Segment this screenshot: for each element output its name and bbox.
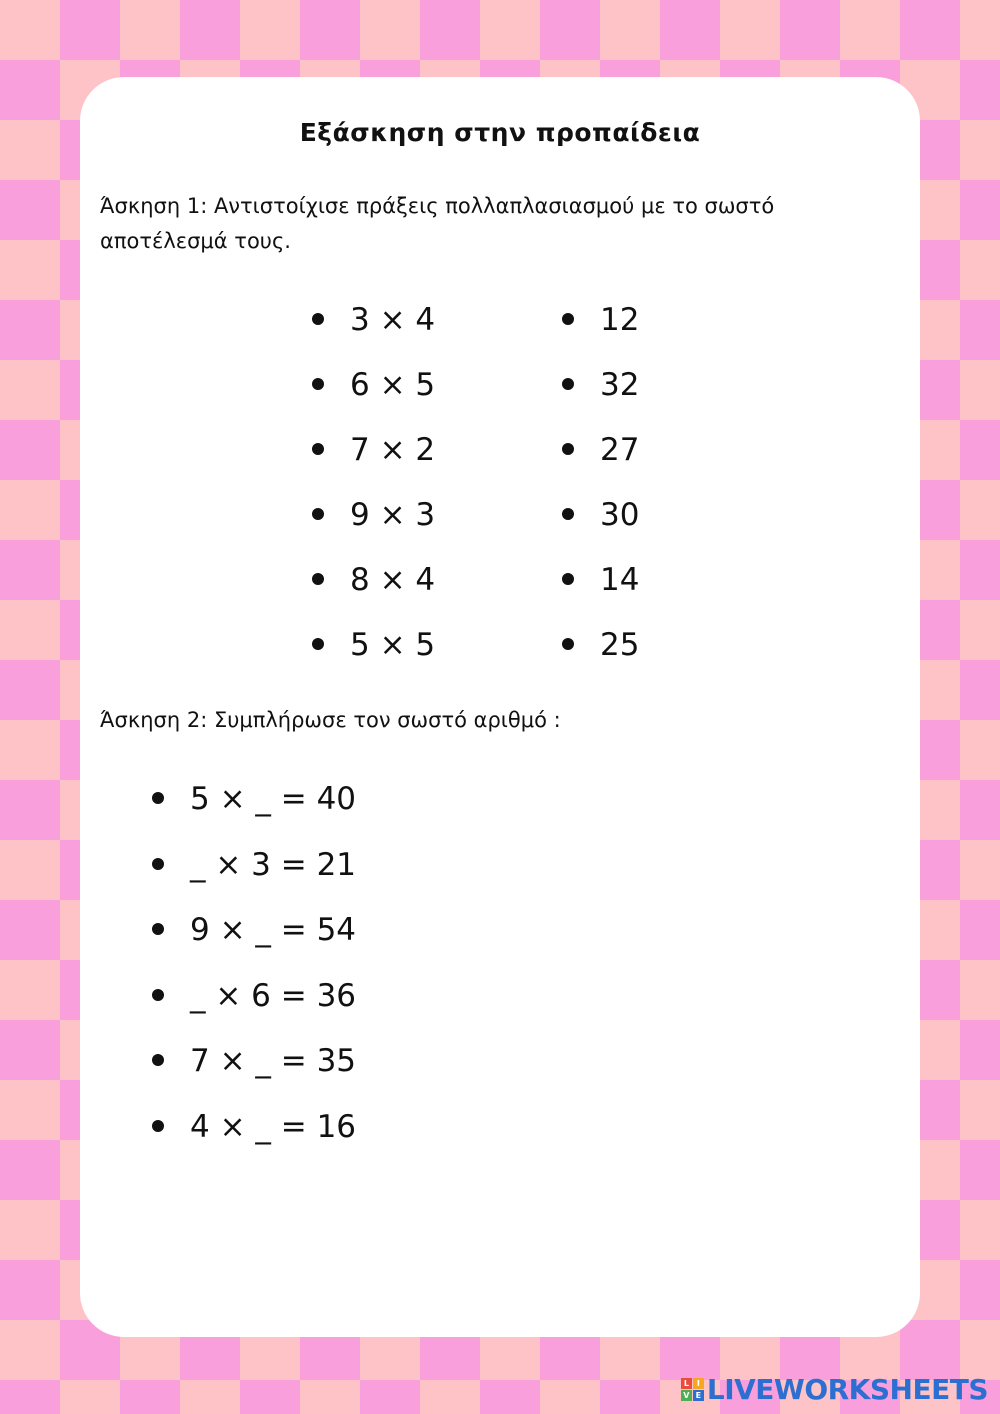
fill-in-equation: 5 × _ = 40 bbox=[190, 781, 357, 817]
bullet-icon bbox=[152, 1120, 164, 1132]
list-item bbox=[562, 430, 639, 495]
bullet-icon bbox=[312, 573, 324, 585]
logo-letter: V bbox=[681, 1390, 692, 1401]
worksheet-card bbox=[80, 77, 920, 1337]
logo-letter: E bbox=[693, 1390, 704, 1401]
bullet-icon bbox=[152, 858, 164, 870]
liveworksheets-wordmark: LIVEWORKSHEETS bbox=[706, 1373, 988, 1406]
exercise-1-instruction: Άσκηση 1: Αντιστοίχισε πράξεις πολλαπλασιασμού με το σωστό αποτέλεσμά τους. bbox=[100, 194, 775, 253]
list-item bbox=[312, 300, 435, 365]
bullet-icon bbox=[312, 508, 324, 520]
bullet-icon bbox=[152, 989, 164, 1001]
list-item bbox=[152, 779, 356, 845]
list-item bbox=[152, 845, 356, 911]
multiplication-expression: 9 × 3 bbox=[350, 497, 436, 533]
list-item bbox=[152, 1107, 356, 1173]
result-value: 14 bbox=[600, 562, 640, 598]
multiplication-expression: 3 × 4 bbox=[350, 302, 436, 338]
list-item bbox=[562, 560, 639, 625]
multiplication-expression: 6 × 5 bbox=[350, 367, 436, 403]
exercise-1-left-list bbox=[312, 300, 435, 690]
list-item bbox=[312, 560, 435, 625]
result-value: 32 bbox=[600, 367, 640, 403]
multiplication-expression: 5 × 5 bbox=[350, 627, 436, 663]
result-value: 27 bbox=[600, 432, 640, 468]
list-item bbox=[562, 495, 639, 560]
bullet-icon bbox=[152, 792, 164, 804]
list-item bbox=[562, 625, 639, 690]
list-item bbox=[152, 976, 356, 1042]
exercise-2-instruction: Άσκηση 2: Συμπλήρωσε τον σωστό αριθμό : bbox=[100, 708, 561, 732]
fill-in-equation: _ × 3 = 21 bbox=[190, 846, 357, 883]
bullet-icon bbox=[562, 638, 574, 650]
fill-in-equation: _ × 6 = 36 bbox=[190, 977, 357, 1014]
fill-in-equation: 7 × _ = 35 bbox=[190, 1043, 357, 1079]
bullet-icon bbox=[562, 573, 574, 585]
bullet-icon bbox=[152, 1054, 164, 1066]
exercise-2-list bbox=[152, 779, 356, 1172]
result-value: 12 bbox=[600, 302, 640, 338]
list-item bbox=[312, 430, 435, 495]
bullet-icon bbox=[312, 443, 324, 455]
bullet-icon bbox=[312, 638, 324, 650]
liveworksheets-branding[interactable] bbox=[681, 1373, 988, 1406]
logo-letter: I bbox=[693, 1378, 704, 1389]
list-item bbox=[562, 365, 639, 430]
bullet-icon bbox=[562, 378, 574, 390]
bullet-icon bbox=[312, 378, 324, 390]
bullet-icon bbox=[562, 508, 574, 520]
bullet-icon bbox=[152, 923, 164, 935]
list-item bbox=[312, 625, 435, 690]
multiplication-expression: 7 × 2 bbox=[350, 432, 436, 468]
multiplication-expression: 8 × 4 bbox=[350, 562, 436, 598]
logo-letter: L bbox=[681, 1378, 692, 1389]
fill-in-equation: 4 × _ = 16 bbox=[190, 1108, 357, 1145]
worksheet-title: Εξάσκηση στην προπαίδεια bbox=[299, 118, 701, 147]
result-value: 25 bbox=[600, 627, 640, 663]
bullet-icon bbox=[562, 313, 574, 325]
fill-in-equation: 9 × _ = 54 bbox=[190, 912, 357, 948]
list-item bbox=[152, 910, 356, 976]
list-item bbox=[562, 300, 639, 365]
list-item bbox=[152, 1041, 356, 1107]
bullet-icon bbox=[562, 443, 574, 455]
exercise-1-right-list bbox=[562, 300, 639, 690]
bullet-icon bbox=[312, 313, 324, 325]
list-item bbox=[312, 365, 435, 430]
liveworksheets-logo-icon bbox=[681, 1378, 704, 1401]
result-value: 30 bbox=[600, 497, 640, 533]
list-item bbox=[312, 495, 435, 560]
